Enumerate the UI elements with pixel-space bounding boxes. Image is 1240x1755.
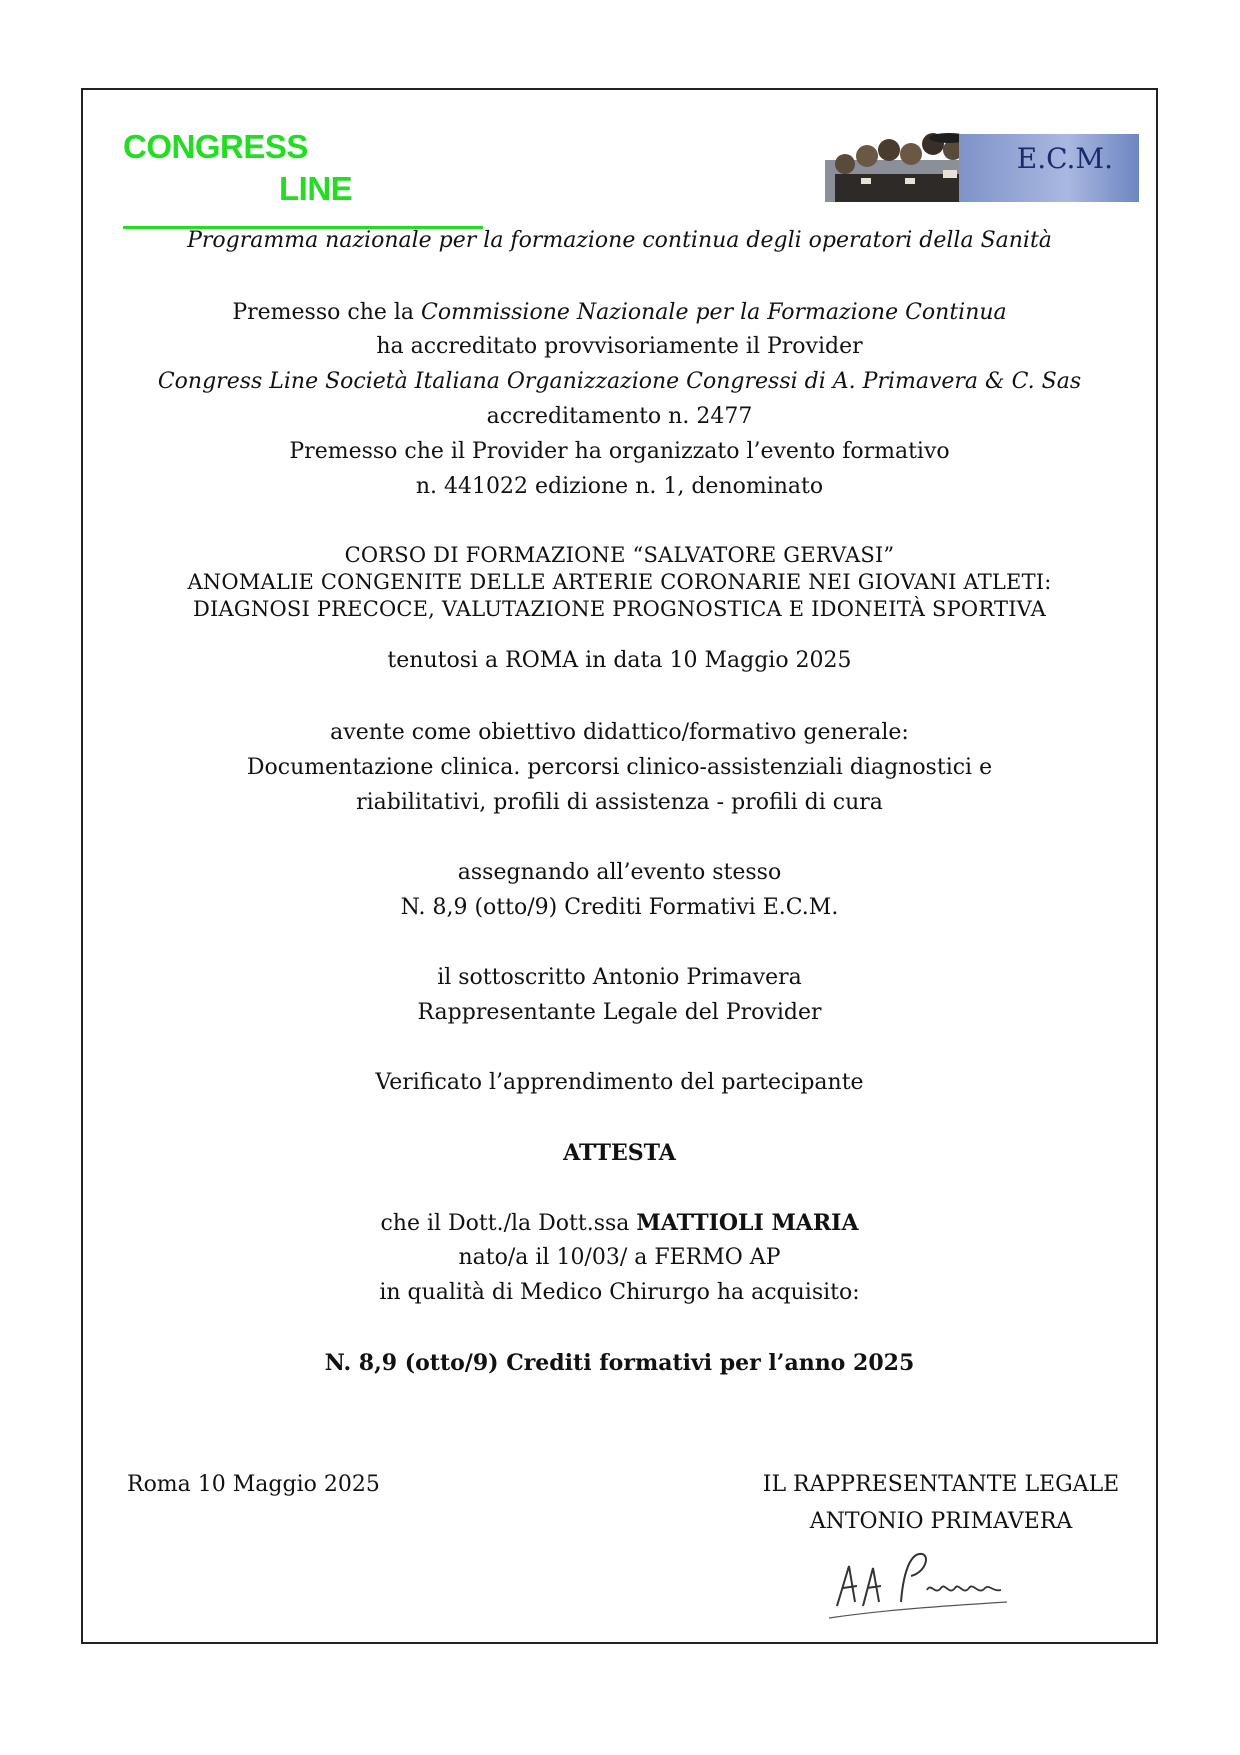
- course-title-2: ANOMALIE CONGENITE DELLE ARTERIE CORONARIE NEI GIOVANI ATLETI:: [187, 570, 1052, 594]
- participant-line: [83, 1210, 1156, 1236]
- provider-name: Congress Line Società Italiana Organizzazione Congressi di A. Primavera & C. Sas: [157, 369, 1082, 394]
- accreditation-number: accreditamento n. 2477: [486, 404, 753, 429]
- credits-assigned-line-1: assegnando all’evento stesso: [457, 860, 782, 885]
- participant-role: in qualità di Medico Chirurgo ha acquisito:: [379, 1280, 860, 1305]
- premise-line-5: Premesso che il Provider ha organizzato l’evento formativo: [289, 439, 950, 464]
- credits-final: N. 8,9 (otto/9) Crediti formativi per l’anno 2025: [324, 1350, 915, 1376]
- course-title-3: DIAGNOSI PRECOCE, VALUTAZIONE PROGNOSTICA E IDONEITÀ SPORTIVA: [193, 597, 1046, 621]
- objective-line-2: Documentazione clinica. percorsi clinico-assistenziali diagnostici e: [246, 755, 993, 780]
- premise-prefix: Premesso che la: [232, 300, 422, 325]
- logo-line-text: LINE: [279, 170, 353, 207]
- premise-line-1: [83, 300, 1156, 325]
- event-number: n. 441022 edizione n. 1, denominato: [415, 474, 824, 499]
- handwritten-signature: [823, 1536, 1013, 1626]
- congress-line-logo: [123, 128, 483, 207]
- representative-title: IL RAPPRESENTANTE LEGALE: [762, 1472, 1120, 1497]
- ecm-logo-text: E.C.M.: [1016, 142, 1113, 175]
- attesta-heading: ATTESTA: [563, 1140, 676, 1166]
- program-title: Programma nazionale per la formazione continua degli operatori della Sanità: [187, 228, 1052, 253]
- participant-name: MATTIOLI MARIA: [636, 1210, 859, 1236]
- course-held: tenutosi a ROMA in data 10 Maggio 2025: [387, 648, 852, 673]
- place-date: Roma 10 Maggio 2025: [127, 1472, 380, 1497]
- participant-prefix: che il Dott./la Dott.ssa: [380, 1211, 637, 1236]
- signer-line-2: Rappresentante Legale del Provider: [417, 1000, 822, 1025]
- objective-line-3: riabilitativi, profili di assistenza - profili di cura: [356, 790, 883, 815]
- ecm-logo: [825, 120, 1139, 202]
- credits-assigned-line-2: N. 8,9 (otto/9) Crediti Formativi E.C.M.: [400, 895, 839, 920]
- representative-name: ANTONIO PRIMAVERA: [809, 1509, 1073, 1534]
- signer-line-1: il sottoscritto Antonio Primavera: [437, 965, 802, 990]
- objective-line-1: avente come obiettivo didattico/formativo generale:: [330, 720, 909, 745]
- logo-congress-text: CONGRESS: [123, 128, 308, 165]
- premise-line-2: ha accreditato provvisoriamente il Provider: [376, 334, 863, 359]
- representative-block: [746, 1472, 1136, 1534]
- course-title-1: CORSO DI FORMAZIONE “SALVATORE GERVASI”: [344, 543, 895, 567]
- verification-line: Verificato l’apprendimento del partecipante: [375, 1070, 864, 1095]
- certificate-frame: [81, 88, 1158, 1644]
- commission-name: Commissione Nazionale per la Formazione Continua: [421, 300, 1007, 325]
- participant-birth: nato/a il 10/03/ a FERMO AP: [458, 1245, 781, 1270]
